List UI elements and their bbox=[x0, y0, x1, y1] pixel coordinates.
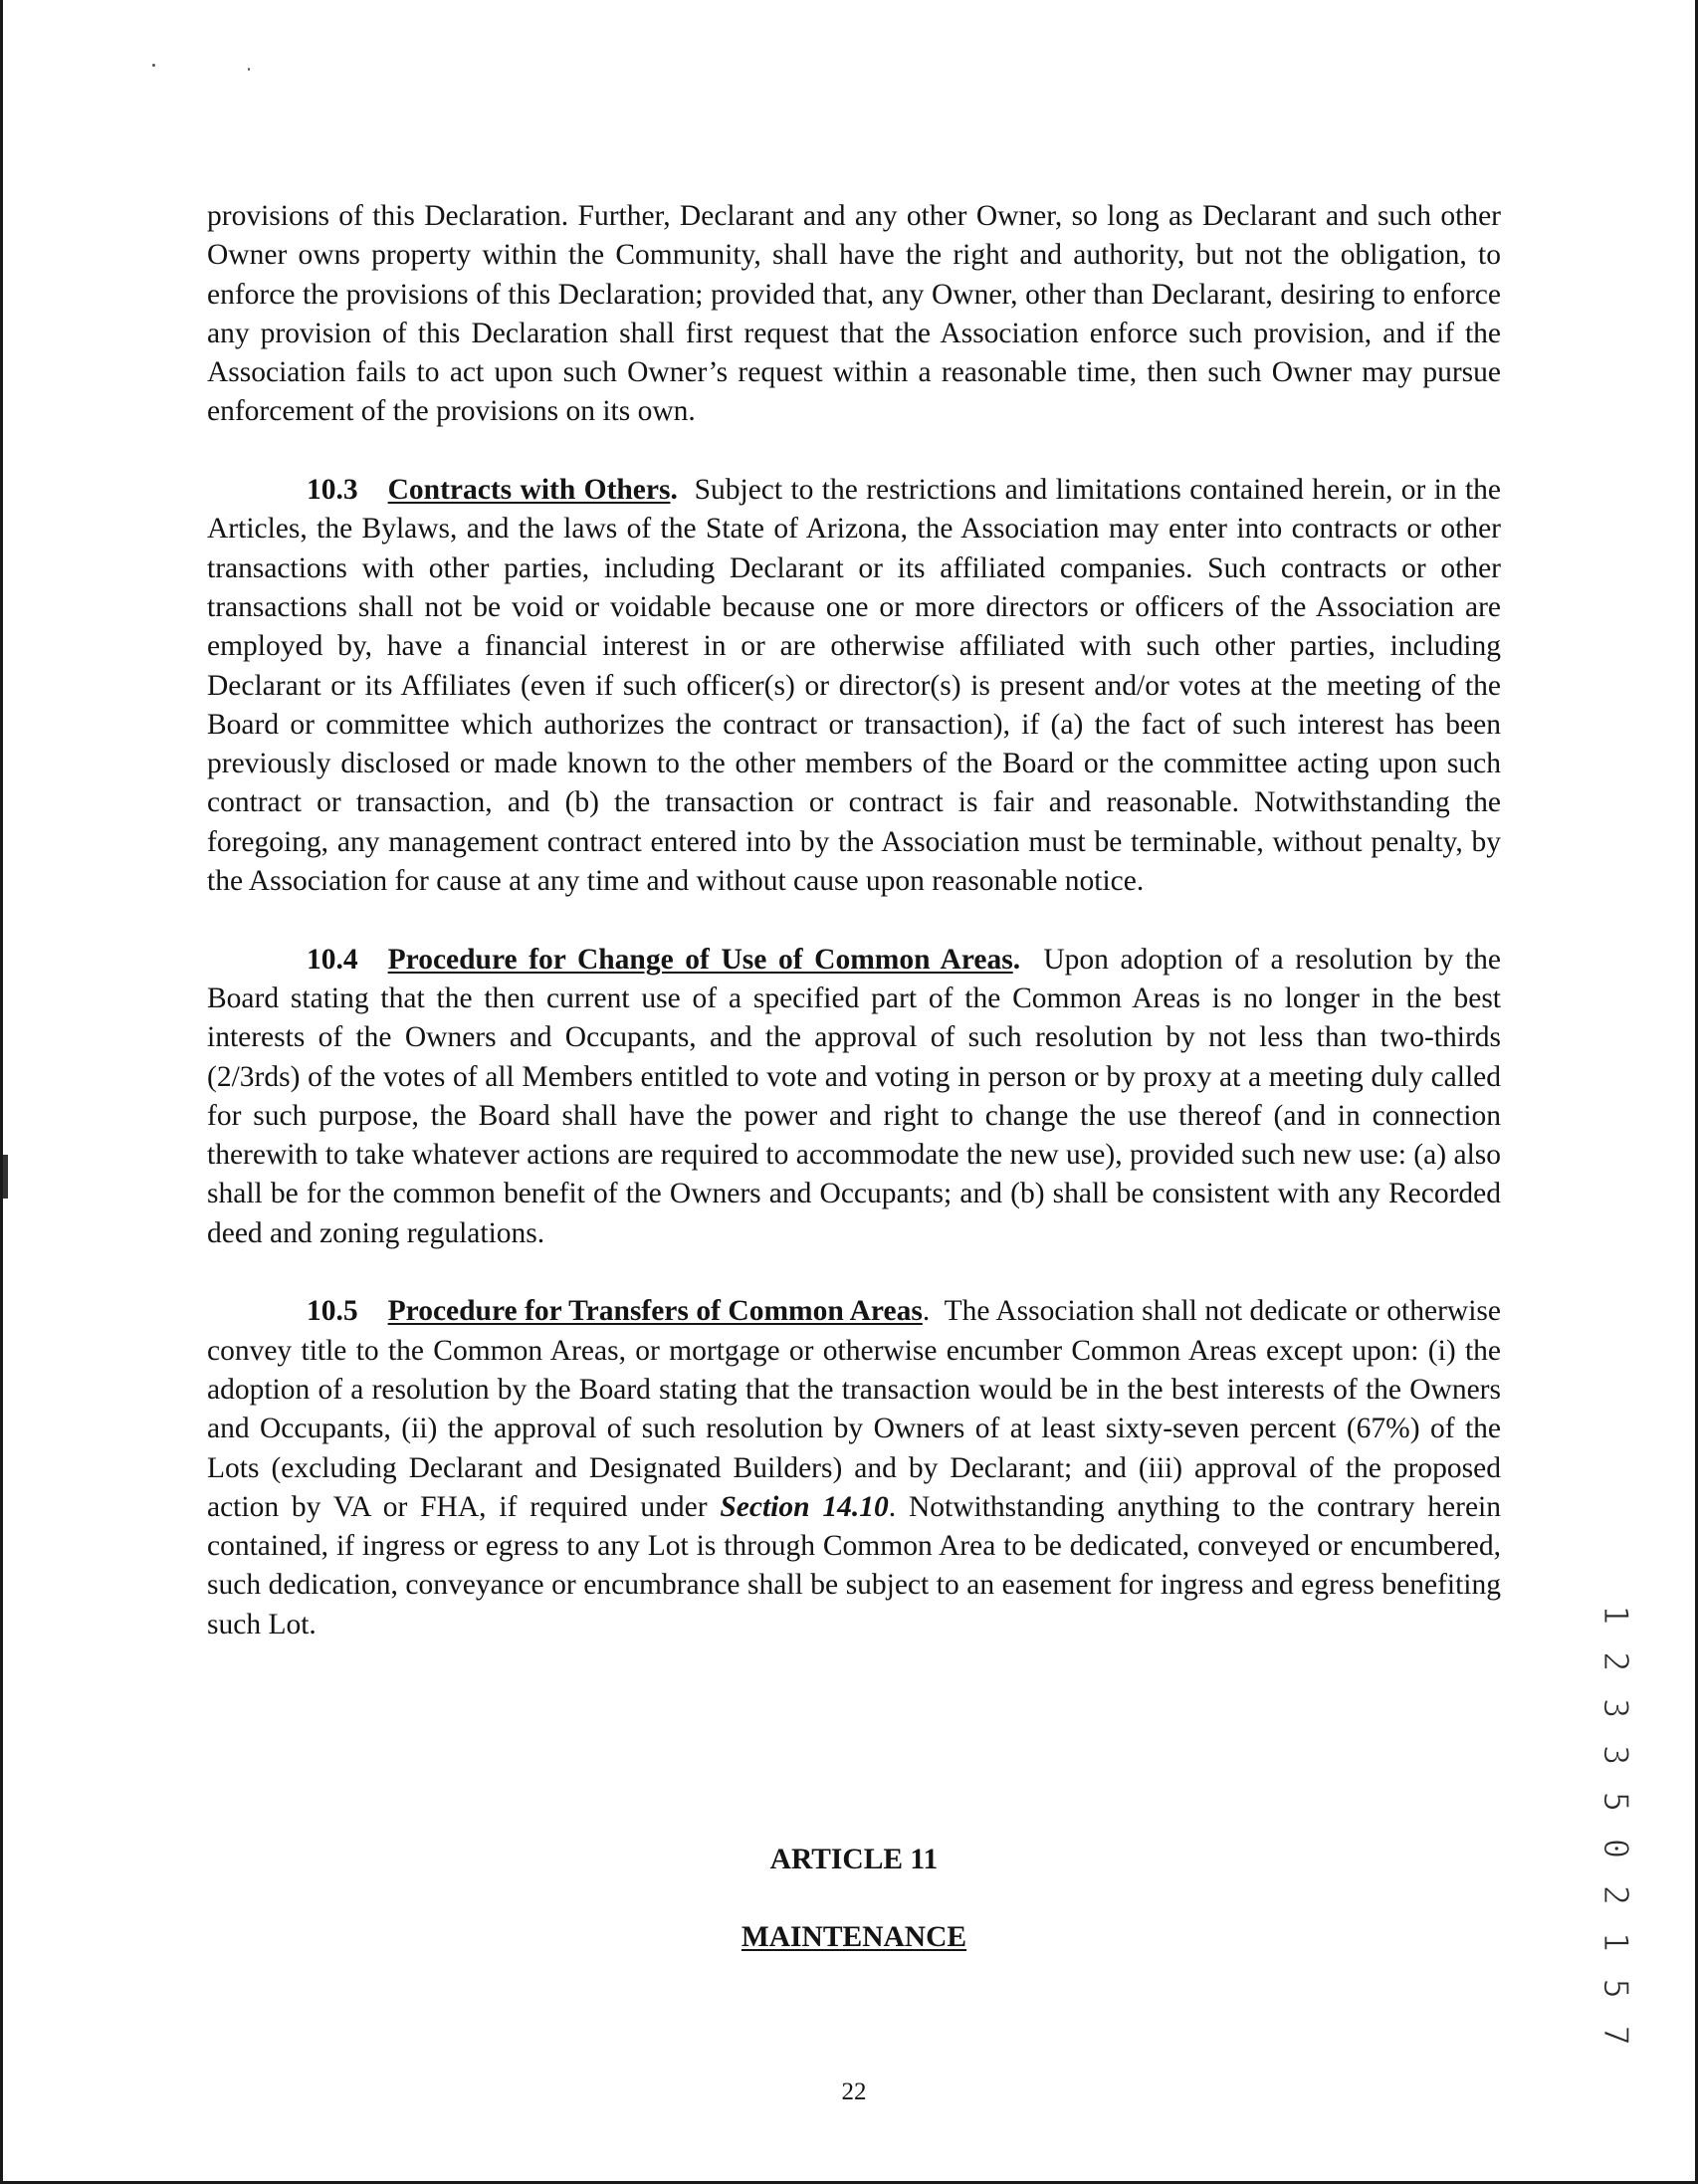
section-number: 10.4 bbox=[307, 943, 358, 976]
page-number: 22 bbox=[841, 2078, 867, 2105]
section-text: Subject to the restrictions and limitations contained herein, or in the Articles, the Bylaws, and the laws of the State of Arizona, the Association may enter into contracts or other transactions with other parties, including Declarant or its affiliated companies. Such contracts or other transactions shall not be void or voidable because one or more directors or officers of the Association are employed by, have a financial interest in or are otherwise affiliated with such other parties, including Declarant or its Affiliates (even if such officer(s) or director(s) is present and/or votes at the meeting of the Board or committee which authorizes the contract or transaction), if (a) the fact of such interest has been previously disclosed or made known to the other members of the Board or the committee acting upon such contract or transaction, and (b) the transaction or contract is fair and reasonable. Notwithstanding the foregoing, any management contract entered into by the Association must be terminable, without penalty, by the Association for cause at any time and without cause upon reasonable notice. bbox=[207, 474, 1502, 898]
section-title: Procedure for Transfers of Common Areas bbox=[387, 1295, 923, 1328]
section-text: The Association shall not dedicate or otherwise convey title to the Common Areas, or mortgage or otherwise encumber Common Areas except upon: (i) the adoption of a resolution by the Board stating that the transaction would be in the best interests of the Owners and Occupants, (ii) the approval of such resolution by Owners of at least sixty-seven percent (67%) of the Lots (excluding Declarant and Designated Builders) and by Declarant; and (iii) approval of the proposed action by VA or FHA, if required under bbox=[207, 1295, 1501, 1523]
paragraph-enforcement-continued: provisions of this Declaration. Further, Declarant and any other Owner, so long as Declarant and such other Owner owns property within the Community, shall have the right and authority, but not the obligation, to enforce the provisions of this Declaration; provided that, any Owner, other than Declarant, desiring to enforce any provision of this Declaration shall first request that the Association enforce such provision, and if the Association fails to act upon such Owner’s request within a reasonable time, then such Owner may pursue enforcement of the provisions on its own. bbox=[207, 200, 1501, 428]
section-text-continued: . Notwithstanding anything to the contrary herein contained, if ingress or egress to any Lot is through Common Area to be dedicated, conveyed or encumbered, such dedication, conveyance or encumbrance shall be subject to an easement for ingress and egress benefiting such Lot. bbox=[207, 1490, 1502, 1640]
section-number: 10.5 bbox=[307, 1295, 358, 1328]
article-title-text: MAINTENANCE bbox=[741, 1921, 967, 1953]
section-title: Contracts with Others bbox=[387, 474, 671, 507]
section-title: Procedure for Change of Use of Common Areas bbox=[387, 943, 1013, 976]
scan-speck bbox=[152, 64, 155, 67]
recording-number-stamp: 1 2 3 3 5 0 2 1 5 7 bbox=[1595, 1605, 1635, 2049]
scan-margin-mark bbox=[3, 1155, 8, 1199]
article-number: ARTICLE 11 bbox=[769, 1844, 939, 1875]
section-text: Upon adoption of a resolution by the Board stating that the then current use of a specified part of the Common Areas is no longer in the best interests of the Owners and Occupants, and the approval of such resolution by not less than two-thirds (2/3rds) of the votes of all Members entitled to vote and voting in person or by proxy at a meeting duly called for such purpose, the Board shall have the power and right to change the use thereof (and in connection therewith to take whatever actions are required to accommodate the new use), provided such new use: (a) also shall be for the common benefit of the Owners and Occupants; and (b) shall be consistent with any Recorded deed and zoning regulations. bbox=[207, 943, 1502, 1249]
section-10-4: 10.4 Procedure for Change of Use of Common Areas. Upon adoption of a resolution by the Board stating that the then current use of a specified part of the Common Areas is no longer in the best interests of the Owners and Occupants, and the approval of such resolution by not less than two-thirds (2/3rds) of the votes of all Members entitled to vote and voting in person or by proxy at a meeting duly called for such purpose, the Board shall have the power and right to change the use thereof (and in connection therewith to take whatever actions are required to accommodate the new use), provided such new use: (a) also shall be for the common benefit of the Owners and Occupants; and (b) shall be consistent with any Recorded deed and zoning regulations. bbox=[207, 943, 1502, 1249]
article-title bbox=[207, 1921, 1501, 1954]
section-10-5: 10.5 Procedure for Transfers of Common Areas. The Association shall not dedicate or otherwise convey title to the Common Areas, or mortgage or otherwise encumber Common Areas except upon: (i) the adoption of a resolution by the Board stating that the transaction would be in the best interests of the Owners and Occupants, (ii) the approval of such resolution by Owners of at least sixty-seven percent (67%) of the Lots (excluding Declarant and Designated Builders) and by Declarant; and (iii) approval of the proposed action by VA or FHA, if required under Section 14.10. Notwithstanding anything to the contrary herein contained, if ingress or egress to any Lot is through Common Area to be dedicated, conveyed or encumbered, such dedication, conveyance or encumbrance shall be subject to an easement for ingress and egress benefiting such Lot. bbox=[207, 1295, 1502, 1640]
document-body bbox=[207, 197, 1501, 1683]
section-number: 10.3 bbox=[307, 474, 358, 507]
section-reference: Section 14.10 bbox=[720, 1490, 889, 1523]
section-10-3: 10.3 Contracts with Others. Subject to the restrictions and limitations contained herein, or in the Articles, the Bylaws, and the laws of the State of Arizona, the Association may enter into contracts or other transactions with other parties, including Declarant or its affiliated companies. Such contracts or other transactions shall not be void or voidable because one or more directors or officers of the Association are employed by, have a financial interest in or are otherwise affiliated with such other parties, including Declarant or its Affiliates (even if such officer(s) or director(s) is present and/or votes at the meeting of the Board or committee which authorizes the contract or transaction), if (a) the fact of such interest has been previously disclosed or made known to the other members of the Board or the committee acting upon such contract or transaction, and (b) the transaction or contract is fair and reasonable. Notwithstanding the foregoing, any management contract entered into by the Association must be terminable, without penalty, by the Association for cause at any time and without cause upon reasonable notice. bbox=[207, 474, 1502, 898]
scan-speck bbox=[248, 68, 250, 71]
